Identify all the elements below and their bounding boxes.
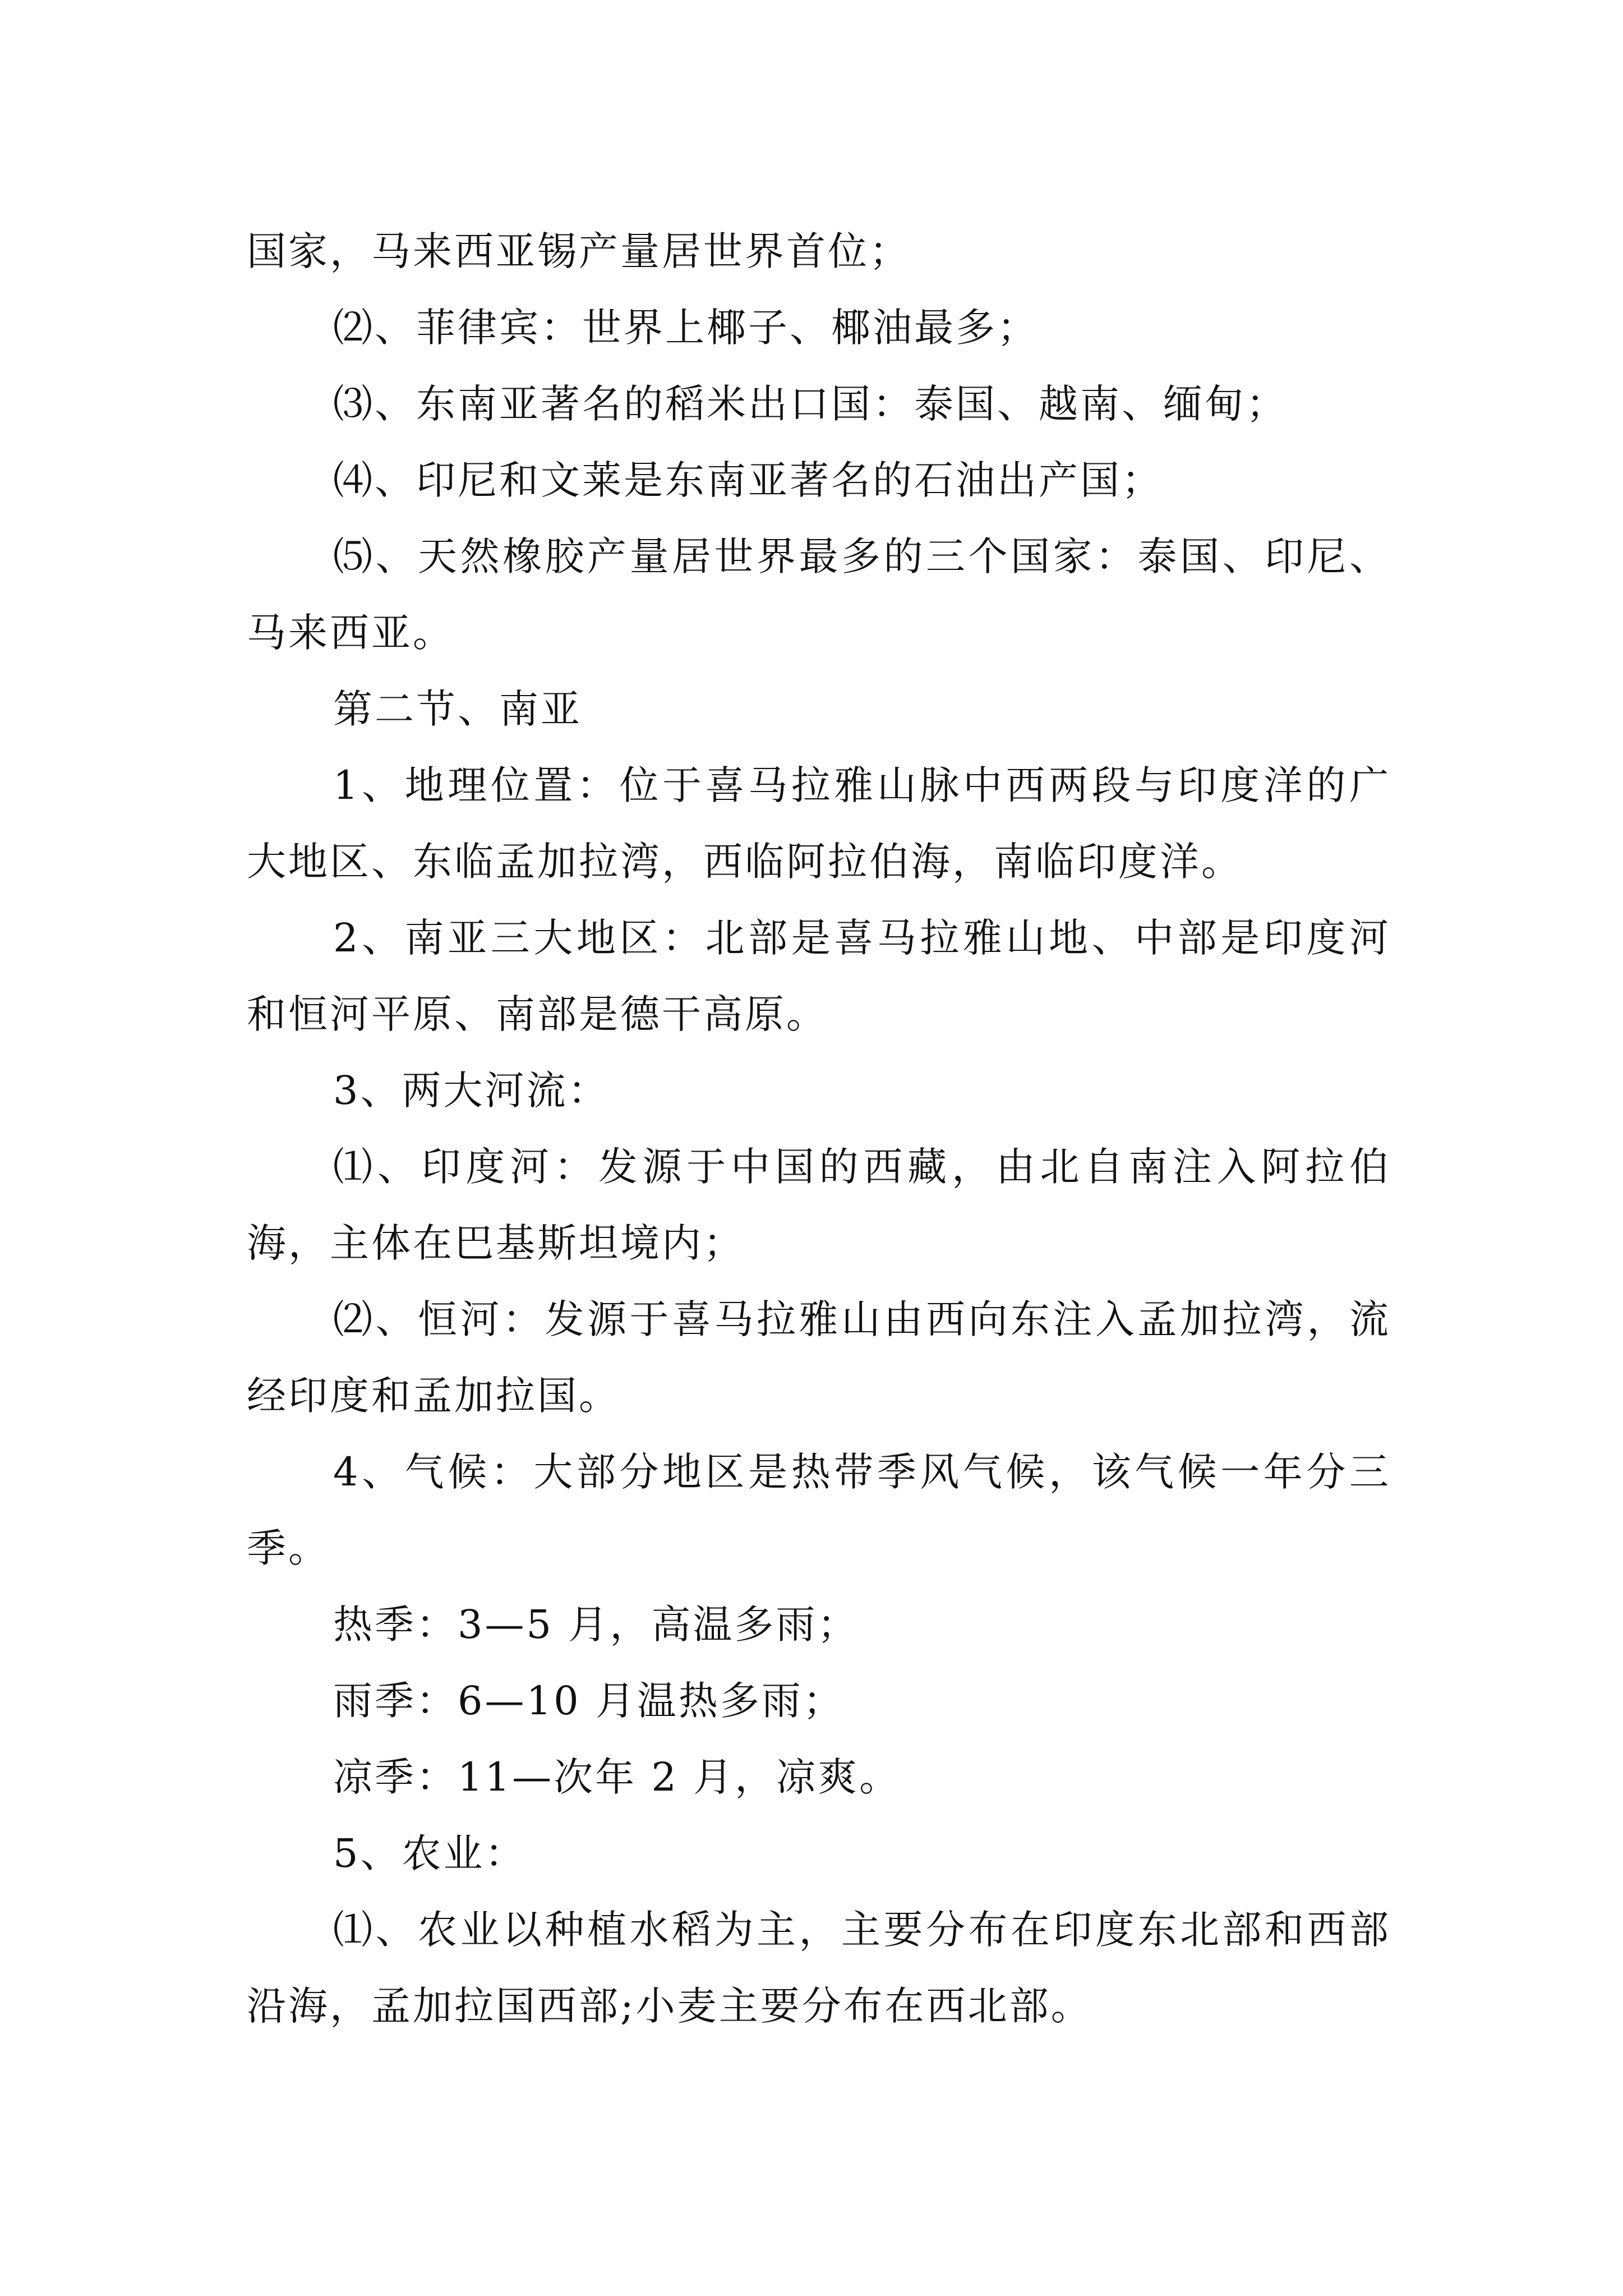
paragraph-1: 国家，马来西亚锡产量居世界首位； xyxy=(247,228,911,274)
paragraph-10: ⑴、印度河：发源于中国的西藏，由北自南注入阿拉伯海，主体在巴基斯坦境内； xyxy=(247,1144,1391,1266)
paragraph-8: 2、南亚三大地区：北部是喜马拉雅山地、中部是印度河和恒河平原、南部是德干高原。 xyxy=(247,915,1391,1037)
paragraph-4: ⑷、印尼和文莱是东南亚著名的石油出产国； xyxy=(333,457,1163,503)
paragraph-5: ⑸、天然橡胶产量居世界最多的三个国家：泰国、印尼、马来西亚。 xyxy=(247,533,1391,656)
paragraph-11: ⑵、恒河：发源于喜马拉雅山由西向东注入孟加拉湾，流经印度和孟加拉国。 xyxy=(247,1296,1391,1419)
paragraph-16: 5、农业： xyxy=(333,1830,527,1876)
paragraph-12: 4、气候：大部分地区是热带季风气候，该气候一年分三季。 xyxy=(247,1449,1391,1571)
paragraph-3: ⑶、东南亚著名的稻米出口国：泰国、越南、缅甸； xyxy=(333,381,1288,427)
paragraph-15: 凉季：11—次年 2 月，凉爽。 xyxy=(333,1754,901,1800)
paragraph-9: 3、两大河流： xyxy=(333,1068,610,1114)
paragraph-14: 雨季：6—10 月温热多雨； xyxy=(333,1678,845,1724)
section-heading: 第二节、南亚 xyxy=(333,686,582,732)
paragraph-17: ⑴、农业以种植水稻为主，主要分布在印度东北部和西部沿海，孟加拉国西部;小麦主要分布在西北部。 xyxy=(247,1907,1391,2029)
paragraph-2: ⑵、菲律宾：世界上椰子、椰油最多； xyxy=(333,305,1039,351)
document-body xyxy=(247,213,1391,2044)
paragraph-13: 热季：3—5 月，高温多雨； xyxy=(333,1602,859,1648)
paragraph-7: 1、地理位置：位于喜马拉雅山脉中西两段与印度洋的广大地区、东临孟加拉湾，西临阿拉伯海，南临印度洋。 xyxy=(247,762,1391,885)
